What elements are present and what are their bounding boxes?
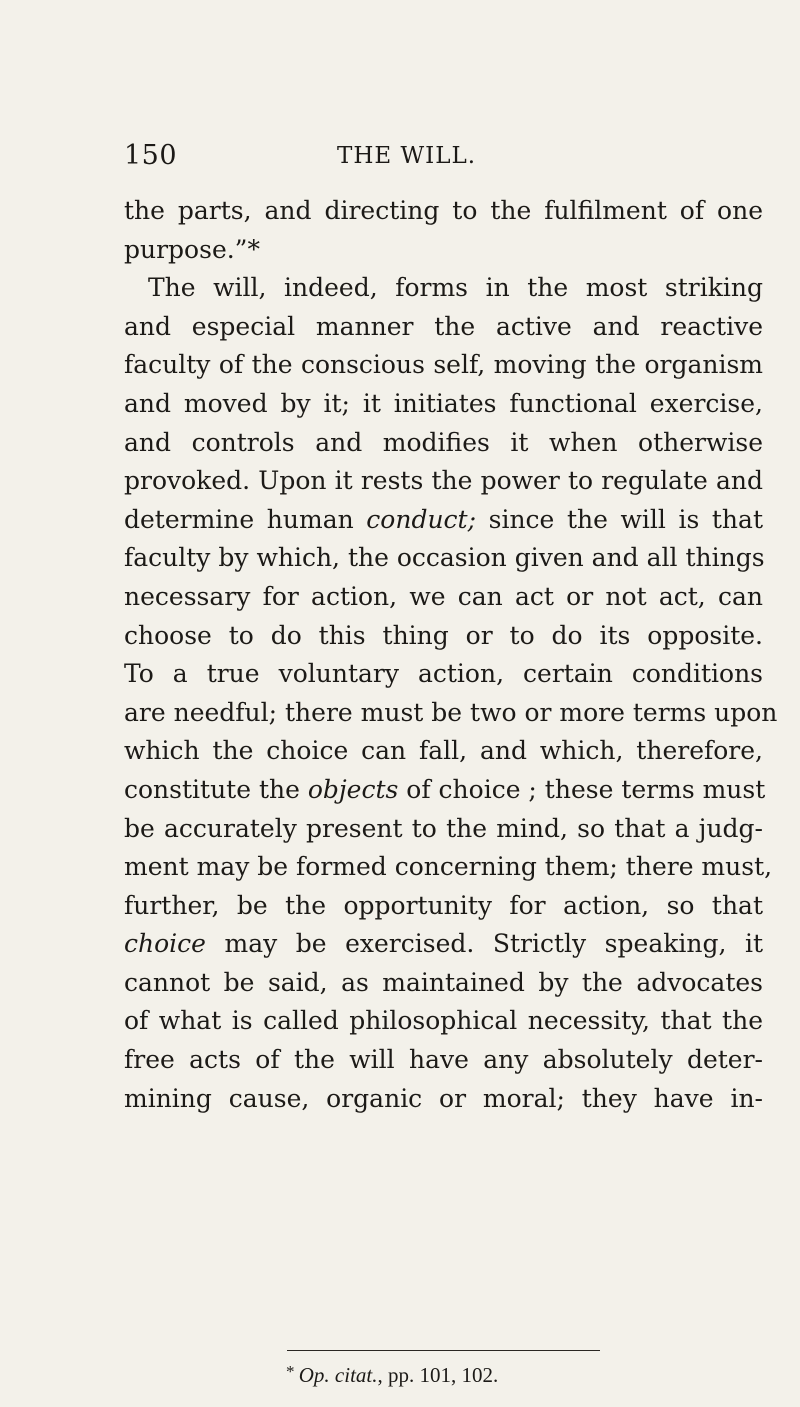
text-line: and controls and modifies it when otherwise — [124, 427, 763, 457]
text-line: choose to do this thing or to do its opposite. — [124, 620, 763, 650]
footnote-rule — [287, 1350, 600, 1351]
text-line: the parts, and directing to the fulfilment of one — [124, 196, 763, 225]
page-number: 150 — [124, 140, 178, 171]
text-line: are needful; there must be two or more terms upon — [124, 697, 778, 727]
text-line: faculty of the conscious self, moving the organism — [124, 350, 763, 380]
text-line: of what is called philosophical necessity, that the — [124, 1006, 763, 1036]
text-line: necessary for action, we can act or not act, can — [124, 581, 763, 611]
page-header — [124, 140, 764, 180]
running-title: THE WILL. — [337, 143, 477, 169]
emphasis: objects — [307, 774, 399, 804]
text-line: and moved by it; it initiates functional exercise, — [124, 388, 763, 418]
text-line: determine human conduct; since the will is that — [124, 504, 763, 534]
footnote-marker: * — [286, 1362, 299, 1381]
text-line: provoked. Upon it rests the power to regulate and — [124, 466, 763, 496]
text-line: which the choice can fall, and which, therefore, — [124, 736, 763, 766]
text-line: free acts of the will have any absolutely deter- — [124, 1045, 763, 1075]
text-line: mining cause, organic or moral; they have in- — [124, 1083, 763, 1113]
footnote — [286, 1362, 498, 1388]
text-line: and especial manner the active and reactive — [124, 311, 763, 341]
footnote-pages: , pp. 101, 102. — [377, 1363, 499, 1387]
text-line: choice may be exercised. Strictly speaking, it — [124, 929, 763, 959]
text-line: The will, indeed, forms in the most striking — [148, 273, 763, 303]
footnote-citation: Op. citat. — [298, 1363, 378, 1387]
emphasis: choice — [124, 929, 206, 959]
text-line: further, be the opportunity for action, so that — [124, 890, 763, 920]
text-line: To a true voluntary action, certain conditions — [124, 659, 763, 689]
text-line: constitute the objects of choice ; these terms must — [124, 774, 766, 804]
text-line: purpose.”* — [124, 234, 260, 264]
emphasis: conduct; — [366, 504, 477, 534]
text-line: cannot be said, as maintained by the advocates — [124, 967, 763, 997]
text-line: faculty by which, the occasion given and all things — [124, 543, 765, 573]
text-line: be accurately present to the mind, so that a judg- — [124, 813, 763, 843]
body-text — [124, 192, 778, 1118]
text-line: ment may be formed concerning them; there must, — [124, 852, 773, 882]
